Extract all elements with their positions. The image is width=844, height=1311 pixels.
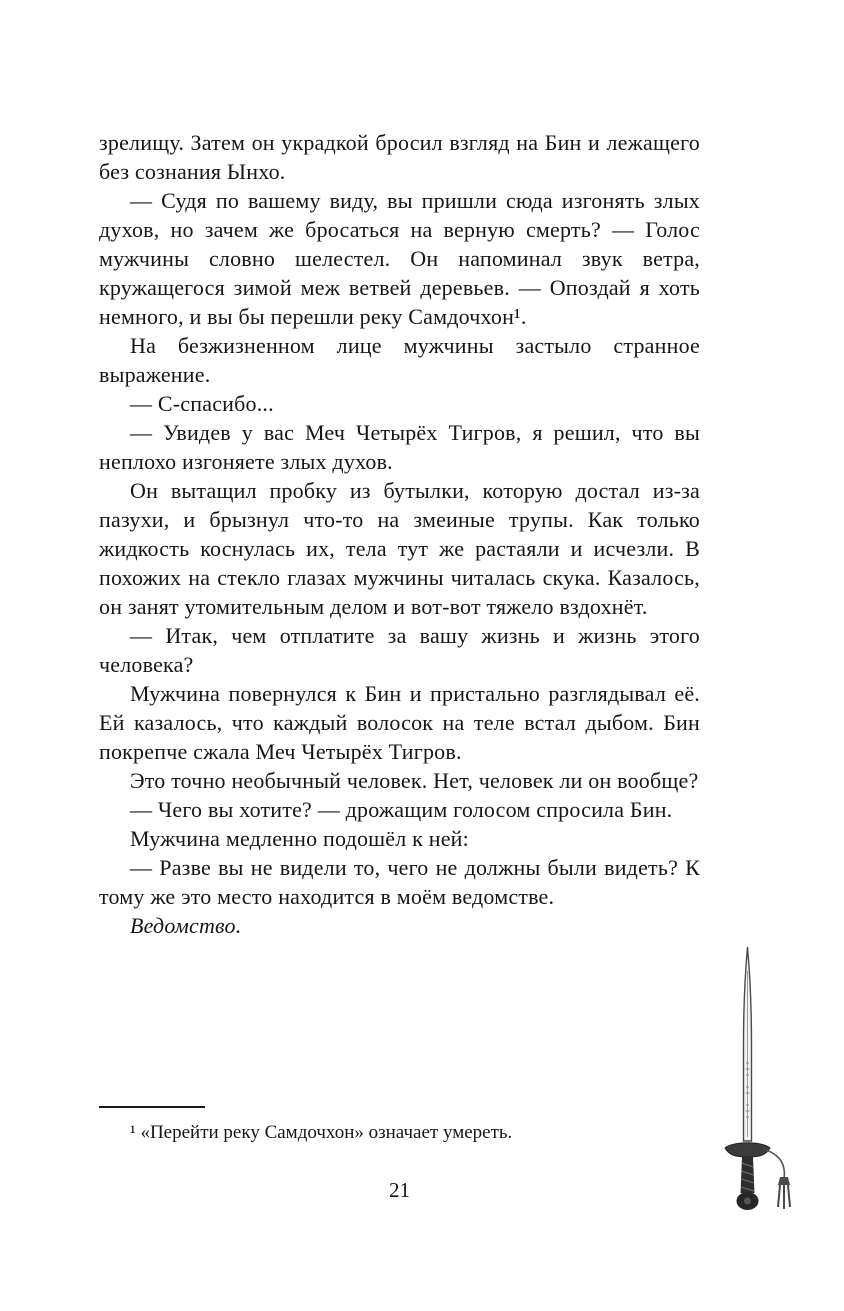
sword-illustration bbox=[700, 945, 810, 1221]
page-text bbox=[99, 128, 700, 940]
paragraph: — С-спасибо... bbox=[130, 391, 274, 416]
page-number: 21 bbox=[389, 1178, 410, 1202]
paragraph: Он вытащил пробку из бутылки, которую достал из-за пазухи, и брызнул что-то на змеиные трупы. Как только жидкость коснулась их, тела тут же растаяли и исчезли. В похожих на стекло глазах мужчины читалась скука. Казалось, он занят утомительным делом и вот-вот тяжело вздохнёт. bbox=[99, 478, 700, 619]
paragraph: Это точно необычный человек. Нет, человек ли он вообще? bbox=[130, 768, 699, 793]
paragraph: — Итак, чем отплатите за вашу жизнь и жизнь этого человека? bbox=[99, 623, 700, 677]
footnote-text: ¹ «Перейти реку Самдочхон» означает умереть. bbox=[130, 1122, 513, 1143]
paragraph: Мужчина повернулся к Бин и пристально разглядывал её. Ей казалось, что каждый волосок на теле встал дыбом. Бин покрепче сжала Меч Четырёх Тигров. bbox=[99, 681, 700, 764]
paragraph: — Судя по вашему виду, вы пришли сюда изгонять злых духов, но зачем же бросаться на верную смерть? — Голос мужчины словно шелестел. Он напоминал звук ветра, кружащегося зимой меж ветвей деревьев. — Опоздай я хоть немного, и вы бы перешли реку Самдочхон¹. bbox=[99, 188, 700, 329]
paragraph: На безжизненном лице мужчины застыло странное выражение. bbox=[99, 333, 700, 387]
paragraph: Мужчина медленно подошёл к ней: bbox=[130, 826, 469, 851]
paragraph: — Разве вы не видели то, чего не должны были видеть? К тому же это место находится в моём ведомстве. bbox=[99, 855, 700, 909]
paragraph: — Увидев у вас Меч Четырёх Тигров, я решил, что вы неплохо изгоняете злых духов. bbox=[99, 420, 700, 474]
footnote-divider bbox=[99, 1106, 205, 1108]
paragraph: Ведомство. bbox=[130, 913, 242, 938]
paragraph: зрелищу. Затем он украдкой бросил взгляд на Бин и лежащего без сознания Ынхо. bbox=[99, 130, 700, 184]
paragraph: — Чего вы хотите? — дрожащим голосом спросила Бин. bbox=[130, 797, 673, 822]
